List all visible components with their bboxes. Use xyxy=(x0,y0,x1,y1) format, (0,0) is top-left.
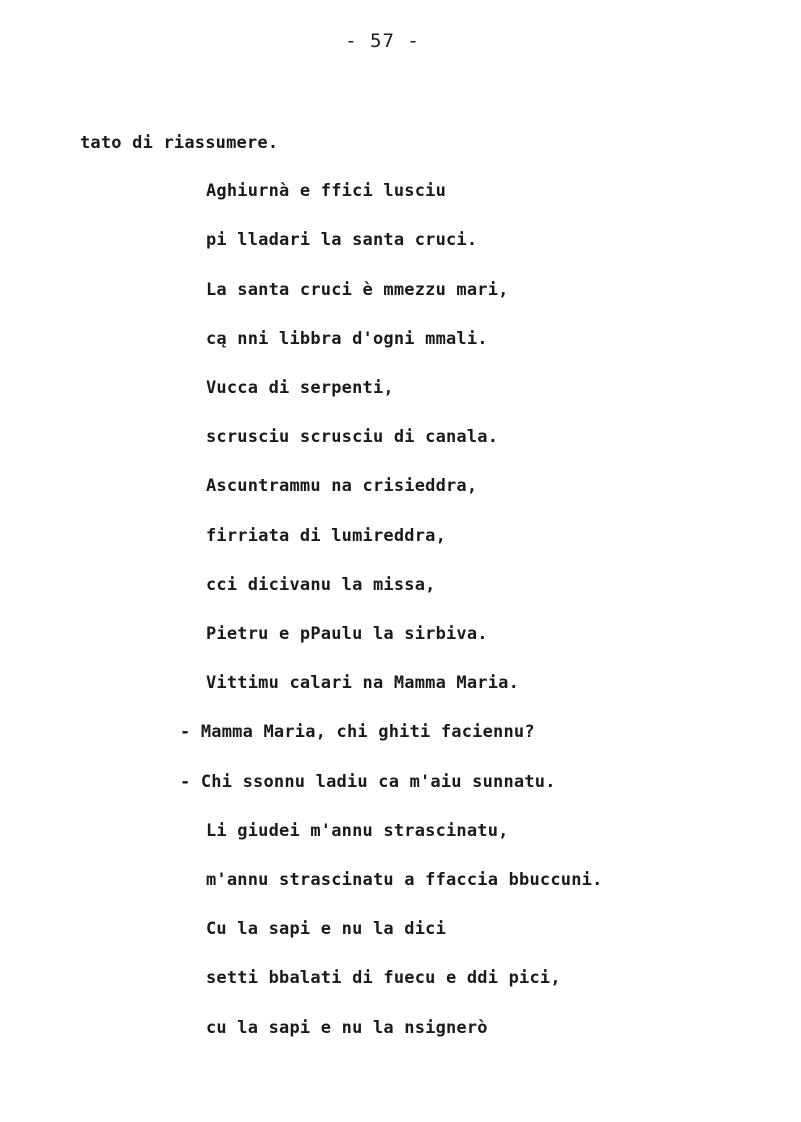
verse-line: Aghiurnà e ffici lusciu xyxy=(206,181,447,201)
verse-line: cu la sapi e nu la nsignerò xyxy=(206,1018,488,1038)
verse-line: Ascuntrammu na crisieddra, xyxy=(206,476,478,496)
page-number: - 57 - xyxy=(345,30,420,52)
verse-line: firriata di lumireddra, xyxy=(206,526,447,546)
prose-line: tato di riassumere. xyxy=(80,133,279,153)
dialogue-line: - Mamma Maria, chi ghiti faciennu? xyxy=(180,722,535,742)
verse-line: La santa cruci è mmezzu mari, xyxy=(206,280,509,300)
verse-line: Li giudei m'annu strascinatu, xyxy=(206,821,509,841)
verse-line: Cu la sapi e nu la dici xyxy=(206,919,447,939)
verse-line: cą nni libbra d'ogni mmali. xyxy=(206,329,488,349)
verse-line: Vucca di serpenti, xyxy=(206,378,394,398)
verse-line: pi lladari la santa cruci. xyxy=(206,230,478,250)
verse-line: cci dicivanu la missa, xyxy=(206,575,436,595)
verse-line: setti bbalati di fuecu e ddi pici, xyxy=(206,968,561,988)
verse-line: Vittimu calari na Mamma Maria. xyxy=(206,673,520,693)
verse-line: Pietru e pPaulu la sirbiva. xyxy=(206,624,488,644)
verse-line: scrusciu scrusciu di canala. xyxy=(206,427,499,447)
verse-line: m'annu strascinatu a ffaccia bbuccuni. xyxy=(206,870,603,890)
dialogue-line: - Chi ssonnu ladiu ca m'aiu sunnatu. xyxy=(180,772,556,792)
